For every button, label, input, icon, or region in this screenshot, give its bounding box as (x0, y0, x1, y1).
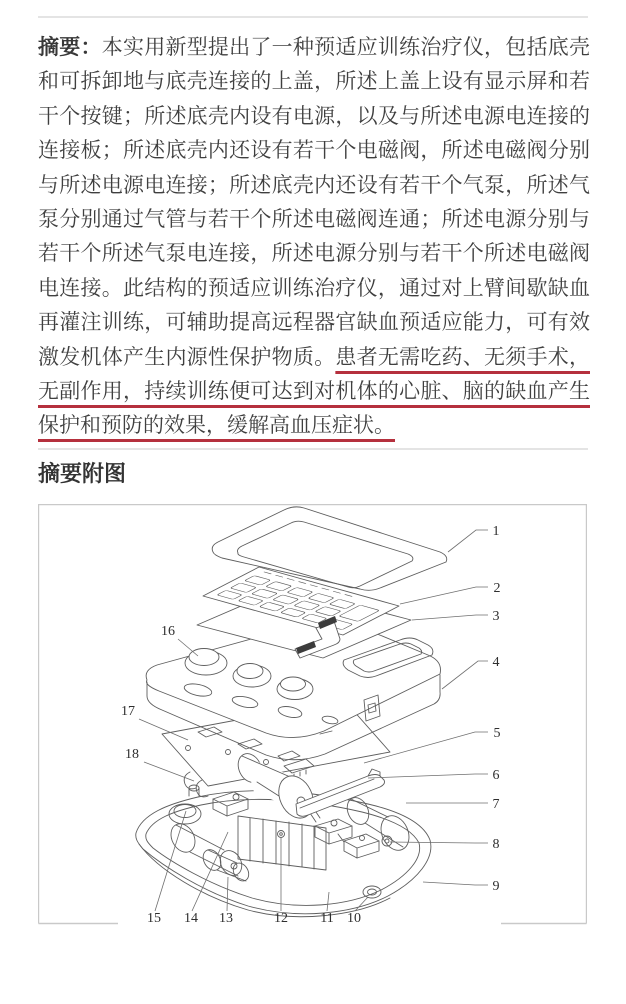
part-number-6: 6 (492, 767, 500, 783)
part-number-17: 17 (121, 703, 135, 719)
part-number-7: 7 (492, 796, 500, 812)
part-number-5: 5 (493, 725, 501, 741)
part-number-12: 12 (274, 910, 288, 926)
part-number-13: 13 (219, 910, 233, 926)
abstract-paragraph (38, 31, 590, 444)
top-divider (38, 16, 588, 18)
patent-abstract-page (0, 16, 626, 928)
leader-line-part-2 (400, 587, 488, 604)
part-number-10: 10 (347, 910, 361, 926)
abstract-body-text: 本实用新型提出了一种预适应训练治疗仪，包括底壳和可拆卸地与底壳连接的上盖，所述上盖上设有显示屏和若干个按键；所述底壳内设有电源，以及与所述电源电连接的连接板；所述底壳内还设有若干个电磁阀，所述电磁阀分别与所述电源电连接；所述底壳内还设有若干个气泵，所述气泵分别通过气管与若干个所述电磁阀连通；所述电源分别与若干个所述气泵电连接，所述电源分别与若干个所述电磁阀电连接。此结构的预适应训练治疗仪，通过对上臂间歇缺血再灌注训练，可辅助提高远程器官缺血预适应能力，可有效激发机体产生内源性保护物质。 (38, 36, 591, 369)
abstract-highlighted-text: 患者无需吃药、无须手术，无副作用，持续训练便可达到对机体的心脏、脑的缺血产生保护和预防的效果，缓解高血压症状。 (38, 345, 590, 438)
part-number-4: 4 (492, 654, 500, 670)
part-number-18: 18 (125, 746, 139, 762)
leader-line-part-18 (144, 762, 194, 781)
part-number-15: 15 (147, 910, 161, 926)
part-number-3: 3 (492, 608, 500, 624)
leader-line-part-17 (139, 719, 188, 740)
part-number-8: 8 (492, 836, 500, 852)
section-divider (38, 448, 588, 450)
part-number-14: 14 (184, 910, 198, 926)
abstract-label: 摘要： (38, 36, 102, 59)
part-number-11: 11 (320, 910, 334, 926)
bottom-shell (136, 791, 431, 917)
exploded-device-drawing (136, 507, 447, 917)
figure-section-heading: 摘要附图 (38, 460, 127, 486)
leader-line-part-1 (448, 530, 488, 552)
part-number-16: 16 (161, 623, 175, 639)
leader-line-part-9 (423, 882, 488, 885)
leader-line-part-6 (368, 774, 488, 778)
part-number-1: 1 (492, 523, 500, 539)
part-number-9: 9 (492, 878, 500, 894)
part-number-2: 2 (493, 580, 501, 596)
leader-line-part-4 (442, 661, 488, 689)
figure-container (38, 504, 587, 928)
leader-line-part-3 (412, 615, 488, 620)
leader-line-part-16 (178, 639, 198, 656)
patent-exploded-view-figure (38, 504, 587, 928)
